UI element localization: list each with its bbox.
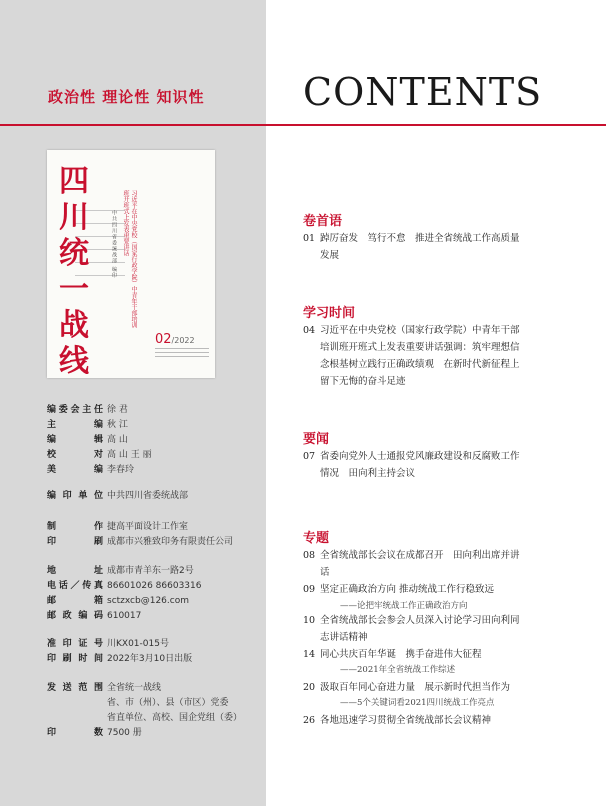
cover-title: 四川统一战线 — [59, 164, 89, 378]
cover-issue — [155, 332, 195, 347]
info-value: 中共四川省委统战部 — [107, 491, 189, 501]
toc-entry[interactable] — [303, 547, 528, 581]
page-number: 07 — [303, 451, 316, 462]
info-value: 成都市兴雅致印务有限责任公司 — [107, 537, 234, 547]
tagline: 政治性 理论性 知识性 — [48, 88, 205, 106]
info-value: 高 山 — [107, 435, 128, 445]
info-label: 地址 — [47, 566, 103, 576]
section-title: 学习时间 — [303, 306, 356, 321]
page-number: 01 — [303, 233, 316, 244]
toc-entry[interactable] — [303, 679, 528, 696]
entry-subtitle: ——论把牢统战工作正确政治方向 — [340, 601, 468, 611]
toc-entry[interactable] — [303, 581, 528, 598]
info-label: 准印证号 — [47, 639, 103, 649]
entry-title: 全省统战部长会议在成都召开 田向利出席并讲话 — [320, 550, 520, 578]
info-label: 制作 — [47, 522, 103, 532]
toc-entry[interactable] — [303, 612, 528, 646]
info-value: 86601026 86603316 — [107, 581, 202, 591]
entry-title: 习近平在中央党校（国家行政学院）中青年干部培训班开班式上发表重要讲话强调：筑牢理想信念根基树立践行正确政绩观 在新时代新征程上留下无悔的奋斗足迹 — [320, 325, 520, 387]
section-title: 要闻 — [303, 432, 330, 447]
entry-title: 各地迅速学习贯彻全省统战部长会议精神 — [320, 715, 492, 726]
section-title: 卷首语 — [303, 214, 343, 229]
info-label: 印刷时间 — [47, 654, 103, 664]
info-label: 校对 — [47, 450, 103, 460]
toc-entry[interactable] — [303, 322, 528, 390]
info-value: 秋 江 — [107, 420, 128, 430]
info-label: 发送范围 — [47, 683, 103, 693]
entry-title: 踔厉奋发 笃行不怠 推进全省统战工作高质量发展 — [320, 233, 520, 261]
info-value: sctzxcb@126.com — [107, 596, 189, 606]
cover-issue-number: 02 — [155, 332, 172, 347]
info-label: 邮箱 — [47, 596, 103, 606]
page-number: 04 — [303, 325, 316, 336]
toc-entry[interactable] — [303, 230, 528, 264]
info-label: 美编 — [47, 465, 103, 475]
info-value: 全省统一战线 — [107, 683, 162, 693]
info-value: 2022年3月10日出版 — [107, 654, 193, 664]
entry-subtitle: ——2021年全省统战工作综述 — [340, 665, 456, 675]
info-value: 川KX01-015号 — [107, 639, 169, 649]
info-value: 徐 君 — [107, 405, 128, 415]
toc-entry[interactable] — [303, 448, 528, 482]
info-label: 编委会主任 — [47, 405, 103, 415]
cover-issue-year: /2022 — [171, 336, 195, 345]
info-label: 印刷 — [47, 537, 103, 547]
page-number: 20 — [303, 682, 316, 693]
info-value: 成都市青羊东一路2号 — [107, 566, 194, 576]
page-number: 10 — [303, 615, 316, 626]
entry-title: 坚定正确政治方向 推动统战工作行稳致远 — [320, 584, 495, 595]
cover-headline: 习近平在中央党校（国家行政学院）中青年干部培训班开班式上发表重要讲话 — [122, 190, 137, 328]
section-title: 专题 — [303, 531, 330, 546]
page-number: 09 — [303, 584, 316, 595]
info-value: 李春玲 — [107, 465, 135, 475]
toc-entry[interactable] — [303, 712, 528, 729]
page-number: 14 — [303, 649, 316, 660]
info-label: 编辑 — [47, 435, 103, 445]
info-value: 610017 — [107, 611, 142, 621]
contents-heading: CONTENTS — [303, 70, 543, 114]
info-label: 电话／传真 — [47, 581, 103, 591]
info-label: 印数 — [47, 728, 103, 738]
info-label: 邮政编码 — [47, 611, 103, 621]
cover-publisher: 中共四川省委统战部 编印 — [111, 210, 117, 279]
info-value: 7500 册 — [107, 728, 142, 738]
left-divider — [0, 124, 266, 126]
info-value: 高 山 王 丽 — [107, 450, 152, 460]
entry-title: 同心共庆百年华诞 携手奋进伟大征程 — [320, 649, 482, 660]
left-panel — [0, 0, 266, 806]
entry-subtitle: ——5个关键词看2021四川统战工作亮点 — [340, 698, 495, 708]
right-divider — [266, 124, 606, 126]
entry-title: 汲取百年同心奋进力量 展示新时代担当作为 — [320, 682, 511, 693]
cover-thumbnail[interactable] — [47, 150, 215, 378]
cover-fineprint — [155, 348, 209, 360]
entry-title: 全省统战部长会参会人员深入讨论学习田向利同志讲话精神 — [320, 615, 520, 643]
info-value: 省、市（州）、县（市区）党委 — [107, 698, 229, 708]
info-value: 捷高平面设计工作室 — [107, 522, 189, 532]
info-label: 编印单位 — [47, 491, 103, 501]
entry-title: 省委向党外人士通报党风廉政建设和反腐败工作情况 田向利主持会议 — [320, 451, 520, 479]
page-number: 08 — [303, 550, 316, 561]
toc-entry[interactable] — [303, 646, 528, 663]
info-value: 省直单位、高校、国企党组（委） — [107, 713, 243, 723]
page-number: 26 — [303, 715, 316, 726]
info-label: 主编 — [47, 420, 103, 430]
